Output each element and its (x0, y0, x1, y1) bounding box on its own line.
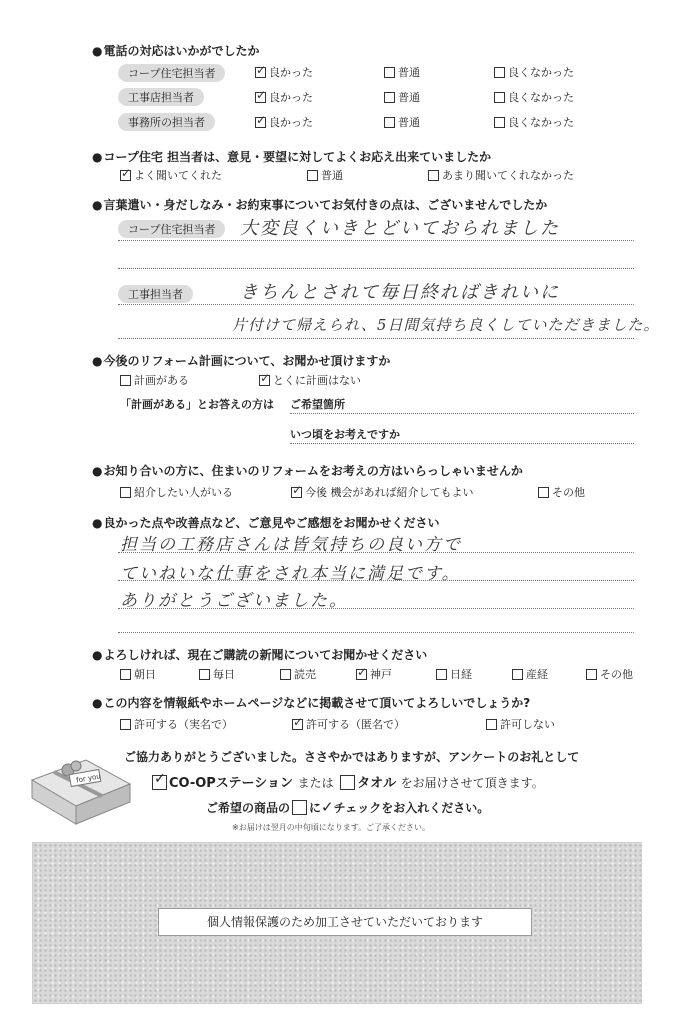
q3-koji-answer-1: きちんとされて毎日終ればきれいに (240, 282, 560, 303)
privacy-notice: 個人情報保護のため加工させていただいております (158, 908, 532, 936)
q1-title: ● 電話の対応はいかがでしたか (92, 42, 260, 59)
q7-opt-kobe[interactable]: ✓ 神戸 (356, 666, 392, 682)
q8-opt-deny[interactable]: 許可しない (486, 716, 555, 732)
q7-opt-mainichi[interactable]: 毎日 (199, 666, 235, 682)
thanks-line2: ✓CO-OPステーション または タオル をお届けさせて頂きます。 (150, 772, 544, 791)
q4-followup: 「計画がある」とお答えの方は (120, 398, 274, 411)
q1-row1-opt-normal[interactable]: 普通 (384, 64, 420, 80)
answer-line (118, 304, 634, 305)
answer-line[interactable] (290, 413, 634, 414)
q5-title: ● お知り合いの方に、住まいのリフォームをお考えの方はいらっしゃいませんか (92, 462, 523, 479)
q4-place-label: ご希望箇所 (290, 398, 345, 411)
q1-row-label: コープ住宅担当者 (118, 64, 225, 82)
answer-line (118, 338, 634, 339)
q8-opt-anonymous[interactable]: ✓ 許可する（匿名で） (292, 716, 405, 732)
sample-checkbox (292, 800, 307, 815)
answer-line[interactable] (290, 443, 634, 444)
q3-title: ● 言葉遣い・身だしなみ・お約束事についてお気付きの点は、ございませんでしたか (92, 196, 547, 213)
q1-row-label: 工事店担当者 (118, 88, 204, 106)
check-mark-icon: ✓ (321, 798, 334, 816)
q4-opt-no-plan[interactable]: ✓ とくに計画はない (259, 372, 361, 388)
towel-checkbox[interactable] (340, 775, 355, 790)
thanks-line1: ご協力ありがとうございました。ささやかではありますが、アンケートのお礼として (124, 750, 580, 764)
q2-title: ● コープ住宅 担当者は、意見・要望に対してよくお応え出来ていましたか (92, 148, 491, 165)
q2-opt-listened[interactable]: ✓よく聞いてくれた (120, 167, 222, 183)
q4-when-label: いつ頃をお考えですか (290, 428, 400, 441)
q1-row3-opt-normal[interactable]: 普通 (384, 114, 420, 130)
answer-line (118, 608, 634, 609)
q4-opt-has-plan[interactable]: 計画がある (120, 372, 189, 388)
q8-opt-realname[interactable]: 許可する（実名で） (120, 716, 233, 732)
q7-opt-other[interactable]: その他 (586, 666, 633, 682)
answer-line (118, 268, 634, 269)
q1-row2-opt-normal[interactable]: 普通 (384, 89, 420, 105)
q5-opt-other[interactable]: その他 (538, 484, 585, 500)
q1-row3-opt-bad[interactable]: 良くなかった (494, 114, 574, 130)
q7-opt-nikkei[interactable]: 日経 (436, 666, 472, 682)
q5-opt-maybe[interactable]: ✓ 今後 機会があれば紹介してもよい (291, 484, 474, 500)
q7-opt-yomiuri[interactable]: 読売 (280, 666, 316, 682)
q1-row2-opt-bad[interactable]: 良くなかった (494, 89, 574, 105)
q1-row-label: 事務所の担当者 (118, 113, 215, 131)
q6-line3: ありがとうございました。 (120, 591, 348, 611)
q4-title: ● 今後のリフォーム計画について、お聞かせ頂けますか (92, 352, 390, 369)
q7-title: ● よろしければ、現在ご購読の新聞についてお聞かせください (92, 646, 427, 663)
thanks-line3: ご希望の商品の に✓チェックをお入れください。 (206, 798, 490, 816)
q1-row1-opt-bad[interactable]: 良くなかった (494, 64, 574, 80)
answer-line (118, 580, 634, 581)
q3-koji-answer-2: 片付けて帰えられ、5日間気持ち良くしていただきました。 (232, 316, 660, 334)
q6-title: ● 良かった点や改善点など、ご意見やご感想をお聞かせください (92, 514, 440, 531)
q2-opt-normal[interactable]: 普通 (307, 167, 343, 183)
q3-coop-label: コープ住宅担当者 (118, 220, 225, 238)
coop-station-checkbox[interactable] (152, 775, 167, 790)
q7-opt-asahi[interactable]: 朝日 (120, 666, 156, 682)
q6-line1: 担当の工務店さんは皆気持ちの良い方で (120, 535, 462, 555)
q3-coop-answer: 大変良くいきとどいておられました (240, 218, 560, 239)
q1-row2-opt-good[interactable]: ✓ 良かった (255, 89, 313, 105)
q6-line2: ていねいな仕事をされ本当に満足です。 (120, 564, 461, 584)
q3-koji-label: 工事担当者 (118, 285, 193, 303)
q1-row3-opt-good[interactable]: ✓ 良かった (255, 114, 313, 130)
answer-line (118, 552, 634, 553)
gift-box-icon (26, 750, 136, 828)
answer-line (118, 240, 634, 241)
q5-opt-refer[interactable]: 紹介したい人がいる (120, 484, 233, 500)
q7-opt-sankei[interactable]: 産経 (512, 666, 548, 682)
q1-row1-opt-good[interactable]: ✓ 良かった (255, 64, 313, 80)
q2-opt-not-listened[interactable]: あまり聞いてくれなかった (428, 167, 574, 183)
delivery-note: ※お届けは翌月の中旬頃になります。ご了承ください。 (232, 823, 431, 832)
q8-title: ● この内容を情報紙やホームページなどに掲載させて頂いてよろしいでしょうか? (92, 694, 530, 711)
answer-line (118, 632, 634, 633)
gift-tag: for you (75, 772, 102, 785)
